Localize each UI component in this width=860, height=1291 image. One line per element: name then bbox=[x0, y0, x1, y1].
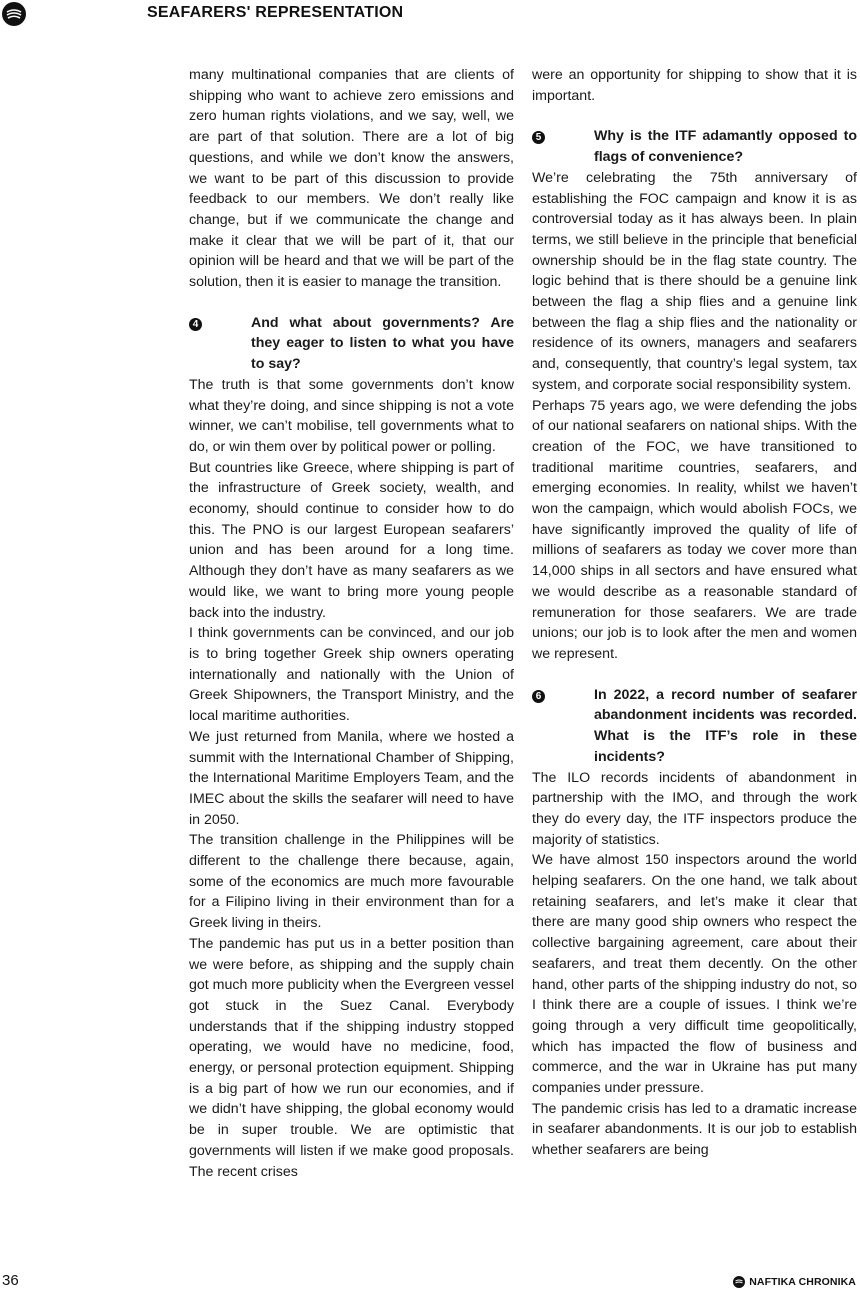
paragraph: many multinational companies that are clients of shipping who want to achieve zero emissions and zero human rights violations, and we say, well, we are part of that solution. There are a lot of big questions, and while we don’t know the answers, we want to be part of this discussion to provide feedback to our members. We don’t really like change, but if we communicate the change and make it clear that we will be part of it, that our opinion will be heard and that we will be part of the solution, then it is easier to manage the transition. bbox=[189, 67, 514, 291]
question-text: In 2022, a record number of seafarer abandonment incidents was recorded. What is the ITF’s role in these incidents? bbox=[594, 686, 857, 765]
question-text: Why is the ITF adamantly opposed to flags of convenience? bbox=[594, 128, 857, 166]
paragraph: The truth is that some governments don’t know what they’re doing, and since shipping is not a vote winner, we can’t mobilise, tell governments what to do, or win them over by political power or polling. bbox=[189, 376, 514, 455]
page-number: 36 bbox=[2, 1272, 19, 1289]
paragraph: We have almost 150 inspectors around the world helping seafarers. On the one hand, we talk about retaining seafarers, and let’s make it clear that there are many good ship owners who respect the collective bargaining agreement, care about their seafarers, and treat them decently. On the other hand, other parts of the shipping industry do not, so I think there are a couple of issues. I think we’re going through a very difficult time geopolitically, which has impacted the flow of business and commerce, and the war in Ukraine has put many companies under pressure. bbox=[532, 852, 857, 1097]
paragraph: We just returned from Manila, where we hosted a summit with the International Chamber of Shipping, the International Maritime Employers Team, and the IMEC about the skills the seafarer will need to have in 2050. bbox=[189, 728, 514, 828]
paragraph: The pandemic has put us in a better position than we were before, as shipping and the supply chain got much more publicity when the Evergreen vessel got stuck in the Suez Canal. Everybody understands that if the shipping industry stopped operating, we would have no medicine, food, energy, or personal protection equipment. Shipping is a big part of how we run our economies, and if we didn’t have shipping, the global economy would be in super trouble. We are optimistic that governments will listen if we make good proposals. The recent crises bbox=[189, 935, 514, 1180]
paragraph: The ILO records incidents of abandonment in partnership with the IMO, and through the work they do every day, the ITF inspectors produce the majority of statistics. bbox=[532, 769, 857, 848]
paragraph: We’re celebrating the 75th anniversary of establishing the FOC campaign and know it is as controversial today as it has always been. In plain terms, we still believe in the principle that beneficial ownership should be in the flag state country. The logic behind that is there should be a genuine link between the flag a ship flies and a genuine link between the flag a ship flies and the nationality or residence of its owners, managers and seafarers and, consequently, that country’s legal system, tax system, and corporate social responsibility system. bbox=[532, 169, 857, 393]
brand-name: NAFTIKA CHRONIKA bbox=[749, 1276, 856, 1288]
paragraph: But countries like Greece, where shipping is part of the infrastructure of Greek society, wealth, and economy, should continue to consider how to do this. The PNO is our largest European seafarers’ union and has been around for a long time. Although they don’t have as many seafarers as we would like, we want to bring more young people back into the industry. bbox=[189, 459, 514, 621]
question-5 bbox=[532, 126, 857, 167]
question-number-badge: 5 bbox=[532, 131, 545, 144]
question-number-badge: 4 bbox=[189, 318, 202, 331]
question-number-badge: 6 bbox=[532, 690, 545, 703]
right-column bbox=[532, 65, 857, 1161]
question-text: And what about governments? Are they eager to listen to what you have to say? bbox=[251, 314, 514, 373]
section-title: SEAFARERS' REPRESENTATION bbox=[147, 4, 404, 21]
footer-brand bbox=[733, 1276, 856, 1288]
question-6 bbox=[532, 685, 857, 768]
paragraph: I think governments can be convinced, and our job is to bring together Greek ship owners operating internationally and nationally with the Union of Greek Shipowners, the Transport Ministry, and the local maritime authorities. bbox=[189, 625, 514, 725]
question-4 bbox=[189, 313, 514, 375]
brand-mark-icon bbox=[2, 2, 26, 26]
paragraph: The transition challenge in the Philippines will be different to the challenge there because, again, some of the economics are much more favourable for a Filipino living in their environment than for a Greek living in theirs. bbox=[189, 832, 514, 932]
paragraph: Perhaps 75 years ago, we were defending the jobs of our national seafarers on national ships. With the creation of the FOC, we have transitioned to traditional maritime countries, seafarers, and emerging economies. In reality, whilst we haven’t won the campaign, which would abolish FOCs, we have significantly improved the quality of life of millions of seafarers as today we cover more than 14,000 ships in all sectors and have ensured what we would describe as a reasonable standard of remuneration for those seafarers. We are trade unions; our job is to look after the men and women we represent. bbox=[532, 397, 857, 662]
paragraph: were an opportunity for shipping to show that it is important. bbox=[532, 67, 857, 104]
left-column bbox=[189, 65, 514, 1182]
paragraph: The pandemic crisis has led to a dramatic increase in seafarer abandonments. It is our job to establish whether seafarers are being bbox=[532, 1100, 857, 1159]
naftika-chronika-logo-icon bbox=[733, 1276, 745, 1288]
